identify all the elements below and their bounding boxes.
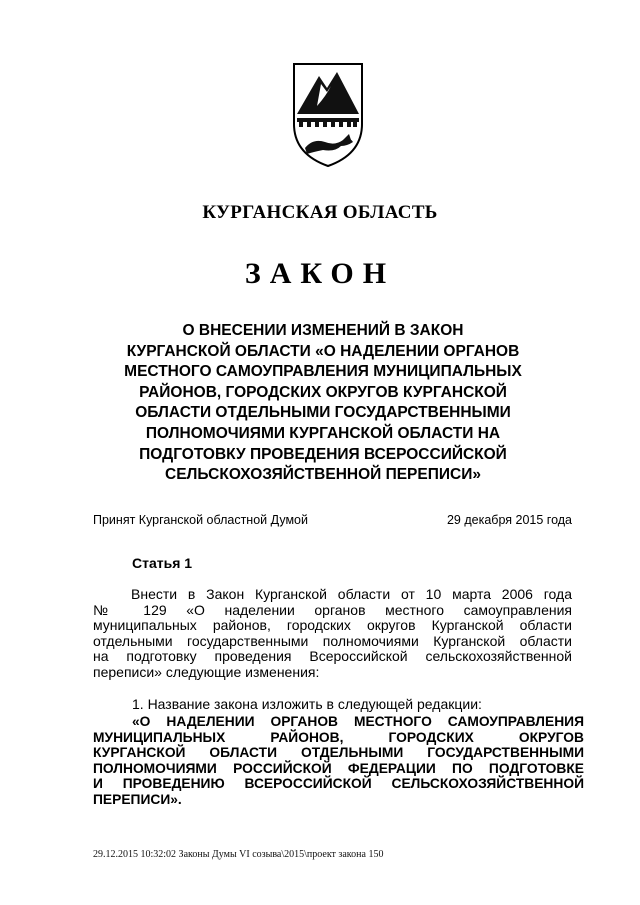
law-title-line: МЕСТНОГО САМОУПРАВЛЕНИЯ МУНИЦИПАЛЬНЫХ — [124, 363, 522, 381]
coat-of-arms-icon — [291, 62, 365, 168]
law-title-line: ПОЛНОМОЧИЯМИ КУРГАНСКОЙ ОБЛАСТИ НА — [145, 424, 501, 442]
new-law-title-quote — [93, 714, 584, 808]
quote-line: ПОЛНОМОЧИЯМИ РОССИЙСКОЙ ФЕДЕРАЦИИ ПО ПОДГОТОВКЕ — [93, 760, 584, 776]
quote-line: «О НАДЕЛЕНИИ ОРГАНОВ МЕСТНОГО САМОУПРАВЛЕНИЯ — [132, 714, 584, 729]
quote-line: ПЕРЕПИСИ». — [93, 791, 182, 807]
article-intro-paragraph — [93, 587, 572, 681]
law-title-line: ПОДГОТОВКУ ПРОВЕДЕНИЯ ВСЕРОССИЙСКОЙ — [139, 445, 507, 463]
file-path-footer: 29.12.2015 10:32:02 Законы Думы VI созыва\2015\проект закона 150 — [93, 849, 384, 860]
quote-line: И ПРОВЕДЕНИЮ ВСЕРОССИЙСКОЙ СЕЛЬСКОХОЗЯЙСТВЕННОЙ — [93, 776, 584, 792]
law-title-line: СЕЛЬСКОХОЗЯЙСТВЕННОЙ ПЕРЕПИСИ» — [165, 466, 481, 484]
paragraph-line: муниципальных районов, городских округов Курганской области — [93, 617, 572, 634]
paragraph-line: переписи» следующие изменения: — [93, 663, 320, 680]
region-name: КУРГАНСКАЯ ОБЛАСТЬ — [202, 202, 438, 223]
document-type: ЗАКОН — [244, 257, 396, 290]
paragraph-line: Внести в Закон Курганской области от 10 марта 2006 года — [131, 586, 572, 602]
law-title-line: О ВНЕСЕНИИ ИЗМЕНЕНИЙ В ЗАКОН — [182, 322, 464, 339]
quote-line: КУРГАНСКОЙ ОБЛАСТИ ОТДЕЛЬНЫМИ ГОСУДАРСТВЕННЫМИ — [93, 745, 584, 761]
law-title — [110, 321, 536, 486]
paragraph-line: на подготовку проведения Всероссийской сельскохозяйственной — [93, 648, 572, 665]
quote-line: МУНИЦИПАЛЬНЫХ РАЙОНОВ, ГОРОДСКИХ ОКРУГОВ — [93, 729, 584, 745]
law-title-line: КУРГАНСКОЙ ОБЛАСТИ «О НАДЕЛЕНИИ ОРГАНОВ — [126, 342, 520, 360]
adoption-date: 29 декабря 2015 года — [446, 513, 572, 527]
amendment-item-1: 1. Название закона изложить в следующей редакции: — [132, 696, 482, 712]
law-title-line: РАЙОНОВ, ГОРОДСКИХ ОКРУГОВ КУРГАНСКОЙ — [139, 383, 507, 401]
adopted-by: Принят Курганской областной Думой — [93, 513, 308, 527]
paragraph-line: отдельными государственными полномочиями Курганской области — [93, 632, 572, 649]
law-title-line: ОБЛАСТИ ОТДЕЛЬНЫМИ ГОСУДАРСТВЕННЫМИ — [135, 404, 511, 422]
paragraph-line: № 129 «О наделении органов местного самоуправления — [93, 601, 572, 618]
article-heading: Статья 1 — [132, 555, 193, 571]
